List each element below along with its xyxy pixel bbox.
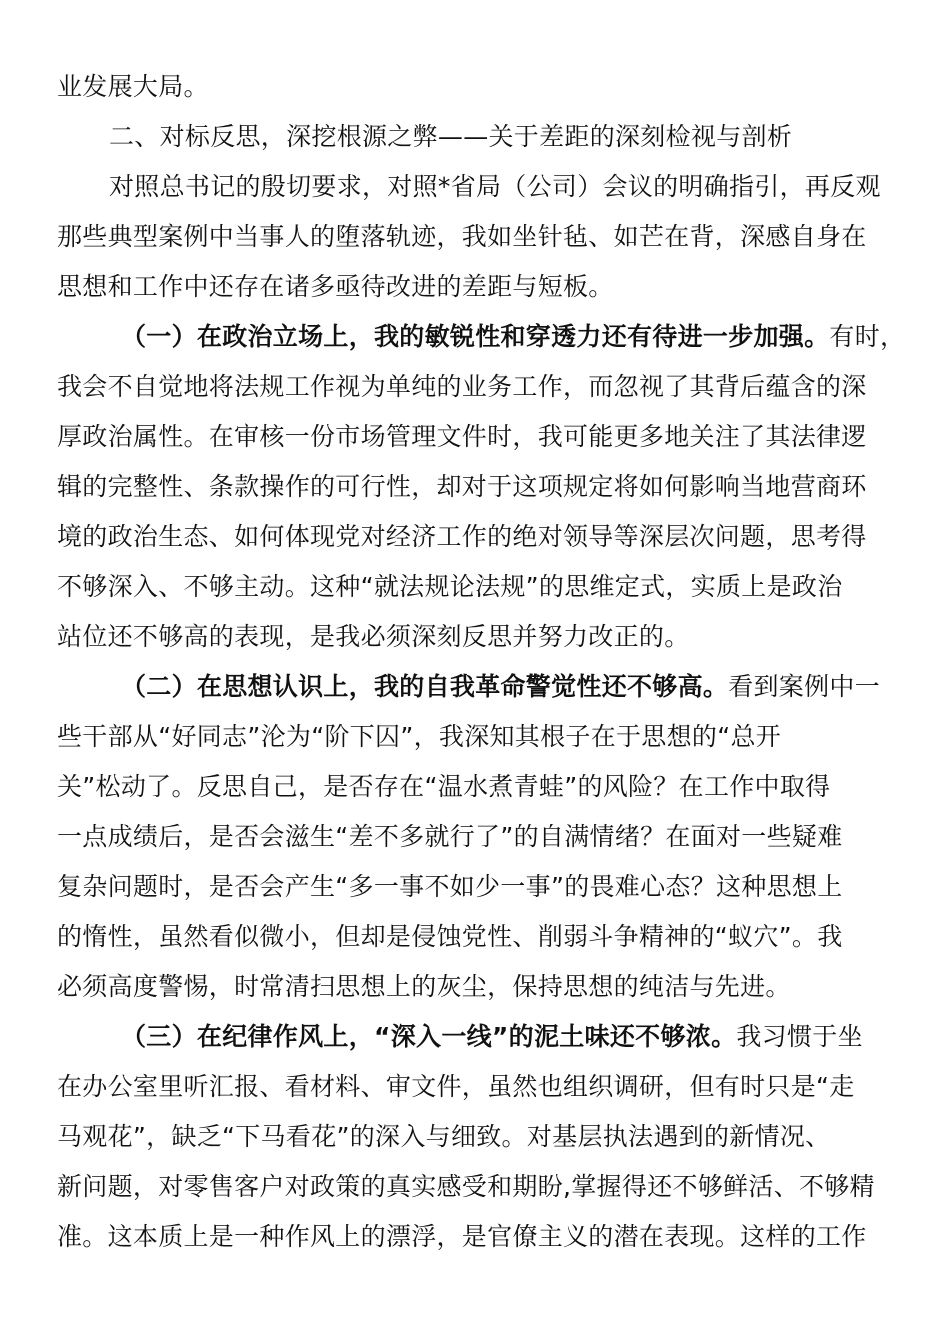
paragraph-line — [57, 312, 906, 362]
text-line: 站位还不够高的表现，是我必须深刻反思并努力改正的。 — [57, 622, 690, 651]
text-line: 业发展大局。 — [57, 72, 209, 101]
text-run: 看到案例中一 — [728, 672, 881, 701]
subheading-bold: （三）在纪律作风上，“深入一线”的泥土味还不够浓。 — [121, 1022, 737, 1051]
paragraph-line — [57, 662, 893, 712]
text-run: 我习惯于坐 — [736, 1022, 863, 1051]
text-line: 必须高度警惕，时常清扫思想上的灰尘，保持思想的纯洁与先进。 — [57, 972, 791, 1001]
text-line: 不够深入、不够主动。这种“就法规论法规”的思维定式，实质上是政治 — [57, 572, 843, 601]
text-line: 关”松动了。反思自己，是否存在“温水煮青蛙”的风险？在工作中取得 — [57, 772, 831, 801]
text-line: 马观花”，缺乏“下马看花”的深入与细致。对基层执法遇到的新情况、 — [57, 1122, 831, 1151]
text-line: 那些典型案例中当事人的堕落轨迹，我如坐针毡、如芒在背，深感自身在 — [57, 222, 867, 251]
subheading-bold: （二）在思想认识上，我的自我革命警觉性还不够高。 — [121, 672, 729, 701]
text-line: 境的政治生态、如何体现党对经济工作的绝对领导等深层次问题，思考得 — [57, 522, 867, 551]
text-line: 对照总书记的殷切要求，对照*省局（公司）会议的明确指引，再反观 — [109, 172, 881, 201]
text-line: 我会不自觉地将法规工作视为单纯的业务工作，而忽视了其背后蕴含的深 — [57, 372, 867, 401]
text-line: 辑的完整性、条款操作的可行性，却对于这项规定将如何影响当地营商环 — [57, 472, 867, 501]
text-line: 厚政治属性。在审核一份市场管理文件时，我可能更多地关注了其法律逻 — [57, 422, 867, 451]
section-heading: 二、对标反思，深挖根源之弊——关于差距的深刻检视与剖析 — [109, 122, 793, 151]
text-line: 在办公室里听汇报、看材料、审文件，虽然也组织调研，但有时只是“走 — [57, 1072, 855, 1101]
text-line: 复杂问题时，是否会产生“多一事不如少一事”的畏难心态？这种思想上 — [57, 872, 843, 901]
text-line: 的惰性，虽然看似微小，但却是侵蚀党性、削弱斗争精神的“蚁穴”。我 — [57, 922, 843, 951]
text-line: 思想和工作中还存在诸多亟待改进的差距与短板。 — [57, 272, 614, 301]
paragraph-line — [57, 1012, 893, 1062]
text-run: 有时， — [829, 322, 906, 351]
text-line: 准。这本质上是一种作风上的漂浮，是官僚主义的潜在表现。这样的工作 — [57, 1222, 867, 1251]
text-line: 新问题，对零售客户对政策的真实感受和期盼,掌握得还不够鲜活、不够精 — [57, 1172, 875, 1201]
document-page — [57, 62, 906, 1262]
text-line: 一点成绩后，是否会滋生“差不多就行了”的自满情绪？在面对一些疑难 — [57, 822, 843, 851]
subheading-bold: （一）在政治立场上，我的敏锐性和穿透力还有待进一步加强。 — [121, 322, 830, 351]
text-line: 些干部从“好同志”沦为“阶下囚”，我深知其根子在于思想的“总开 — [57, 722, 782, 751]
